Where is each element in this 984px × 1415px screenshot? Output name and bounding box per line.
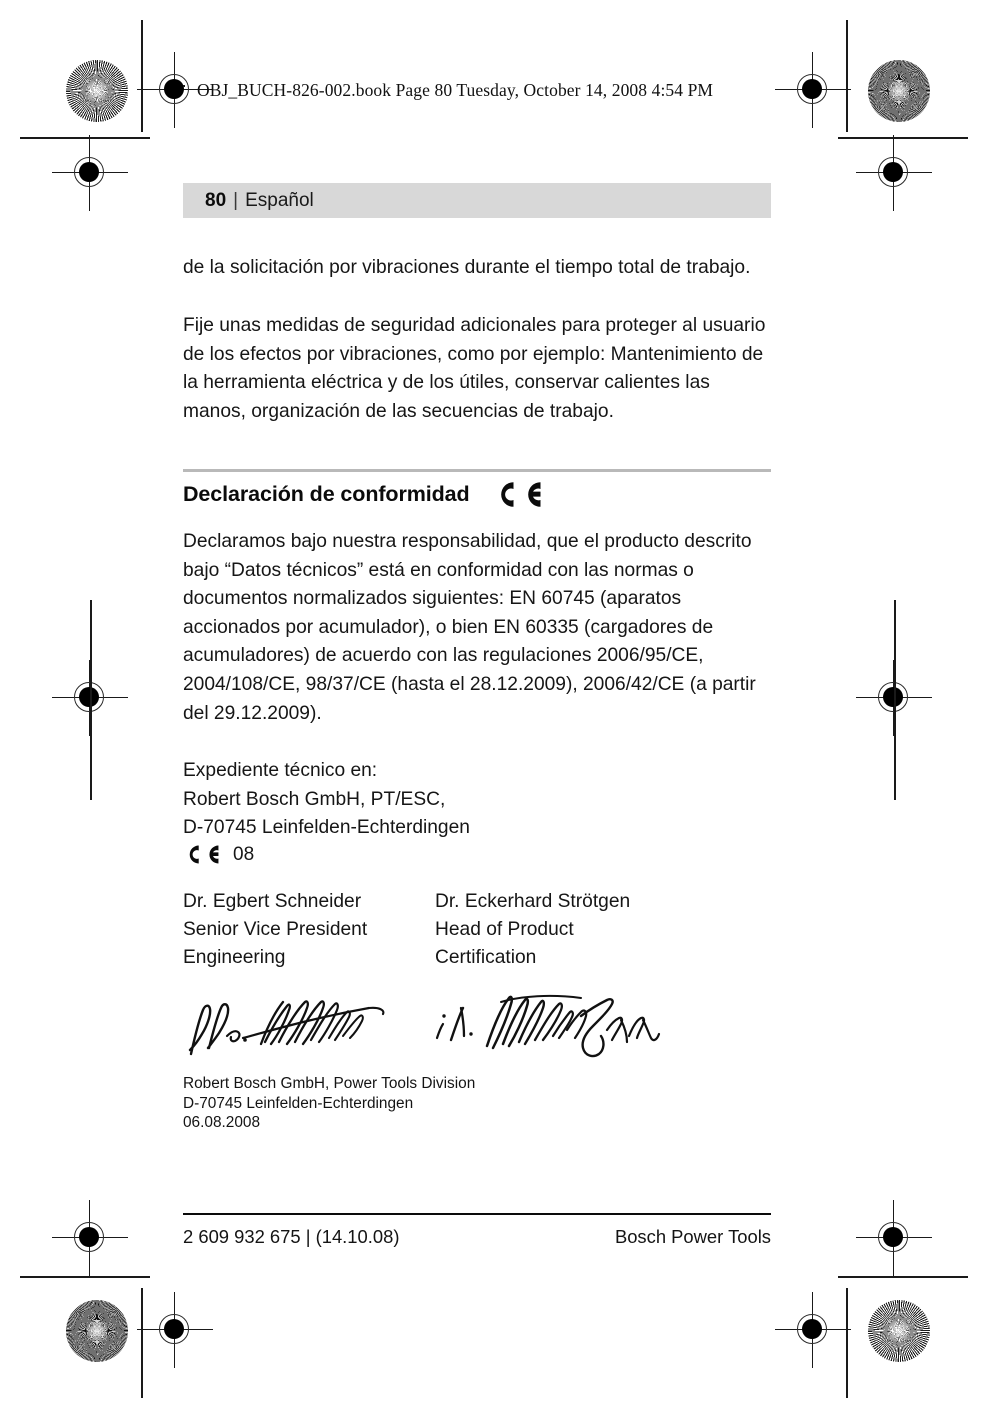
page-number: 80 [205, 189, 227, 211]
scan-header-line: OBJ_BUCH-826-002.book Page 80 Tuesday, October 14, 2008 4:54 PM [197, 80, 714, 100]
closing-address: D-70745 Leinfelden-Echterdingen [183, 1094, 414, 1112]
trim-mark-vertical-top-left [141, 20, 143, 132]
signatory-2-title-line-1: Head of Product [435, 919, 574, 940]
registration-crosshair-top-right-inner [775, 52, 851, 128]
trim-mark-vertical-bottom-right [846, 1288, 848, 1398]
page-header-bar [183, 183, 771, 218]
registration-crosshair-right-upper [856, 135, 932, 211]
closing-company: Robert Bosch GmbH, Power Tools Division [183, 1075, 476, 1092]
technical-file-line-2: Robert Bosch GmbH, PT/ESC, [183, 788, 446, 810]
trim-mark-horizontal-top-left [20, 137, 150, 139]
registration-crosshair-left-lower [52, 1200, 128, 1276]
signatory-column-1 [183, 888, 435, 972]
registration-moire-target-top-right [868, 60, 930, 122]
signatures-block [183, 992, 743, 1070]
signatory-column-2 [435, 888, 687, 972]
signatory-1-title-line-2: Engineering [183, 947, 286, 968]
signatory-1-name: Dr. Egbert Schneider [183, 891, 362, 912]
footer-document-number: 2 609 932 675 | (14.10.08) [183, 1226, 400, 1247]
signature-stroetgen [431, 990, 691, 1072]
trim-mark-vertical-bottom-left [141, 1288, 143, 1398]
registration-star-target-top-left [66, 60, 128, 122]
signatory-1-title-line-1: Senior Vice President [183, 919, 368, 940]
footer-publisher: Bosch Power Tools [614, 1226, 771, 1247]
closing-date: 06.08.2008 [183, 1114, 261, 1132]
declaration-paragraph [183, 528, 775, 728]
technical-file-line-1: Expediente técnico en: [183, 760, 378, 781]
footer-divider-rule [183, 1213, 771, 1215]
section-divider-rule [183, 469, 771, 472]
ce-year-value: 08 [233, 843, 255, 865]
technical-file-block [183, 757, 775, 843]
page-header-separator: | [233, 189, 239, 211]
body-paragraph-1 [183, 254, 775, 283]
signature-schneider [183, 992, 433, 1064]
technical-file-line-3: D-70745 Leinfelden-Echterdingen [183, 817, 470, 839]
closing-address-block [183, 1074, 475, 1133]
body-paragraph-2-text: Fije unas medidas de seguridad adicionales para proteger al usuario de los efectos por vibraciones, como por ejemplo: Mantenimiento de la herramienta eléctrica y de los útiles, conservar calientes las manos, organización de las secuencias de trabajo. [183, 315, 766, 422]
signatory-2-title-line-2: Certification [435, 947, 537, 968]
trim-mark-vertical-right-middle [894, 600, 896, 800]
signatory-names-block [183, 888, 687, 972]
registration-crosshair-bottom-left-inner [137, 1292, 213, 1368]
registration-moire-target-bottom-left [66, 1300, 128, 1362]
trim-mark-horizontal-bottom-right [838, 1276, 968, 1278]
registration-crosshair-right-lower [856, 1200, 932, 1276]
ce-mark-icon-small [183, 843, 221, 866]
signatory-2-name: Dr. Eckerhard Strötgen [435, 891, 631, 912]
section-heading [183, 479, 544, 510]
registration-crosshair-left-upper [52, 135, 128, 211]
registration-star-target-bottom-right [868, 1300, 930, 1362]
trim-mark-horizontal-bottom-left [20, 1276, 150, 1278]
page-footer [183, 1226, 771, 1248]
body-paragraph-1-text: de la solicitación por vibraciones durante el tiempo total de trabajo. [183, 257, 751, 278]
trim-mark-vertical-left-middle [90, 600, 92, 800]
registration-crosshair-bottom-right-inner [775, 1292, 851, 1368]
ce-mark-icon [492, 479, 544, 510]
trim-mark-horizontal-top-right [838, 137, 968, 139]
page-language-label: Español [245, 189, 314, 211]
section-heading-text: Declaración de conformidad [183, 482, 470, 506]
trim-mark-vertical-top-right [846, 20, 848, 132]
ce-year-row [183, 843, 254, 866]
declaration-text: Declaramos bajo nuestra responsabilidad, que el producto descrito bajo “Datos técnicos” está en conformidad con las normas o documentos normalizados siguientes: EN 60745 (aparatos accionados por acumulador), o bien EN 60335 (cargadores de acumuladores) de acuerdo con las regulaciones 2006/95/CE, 2004/108/CE, 98/37/CE (hasta el 28.12.2009), 2006/42/CE (a partir del 29.12.2009). [183, 531, 756, 724]
body-paragraph-2 [183, 312, 775, 426]
